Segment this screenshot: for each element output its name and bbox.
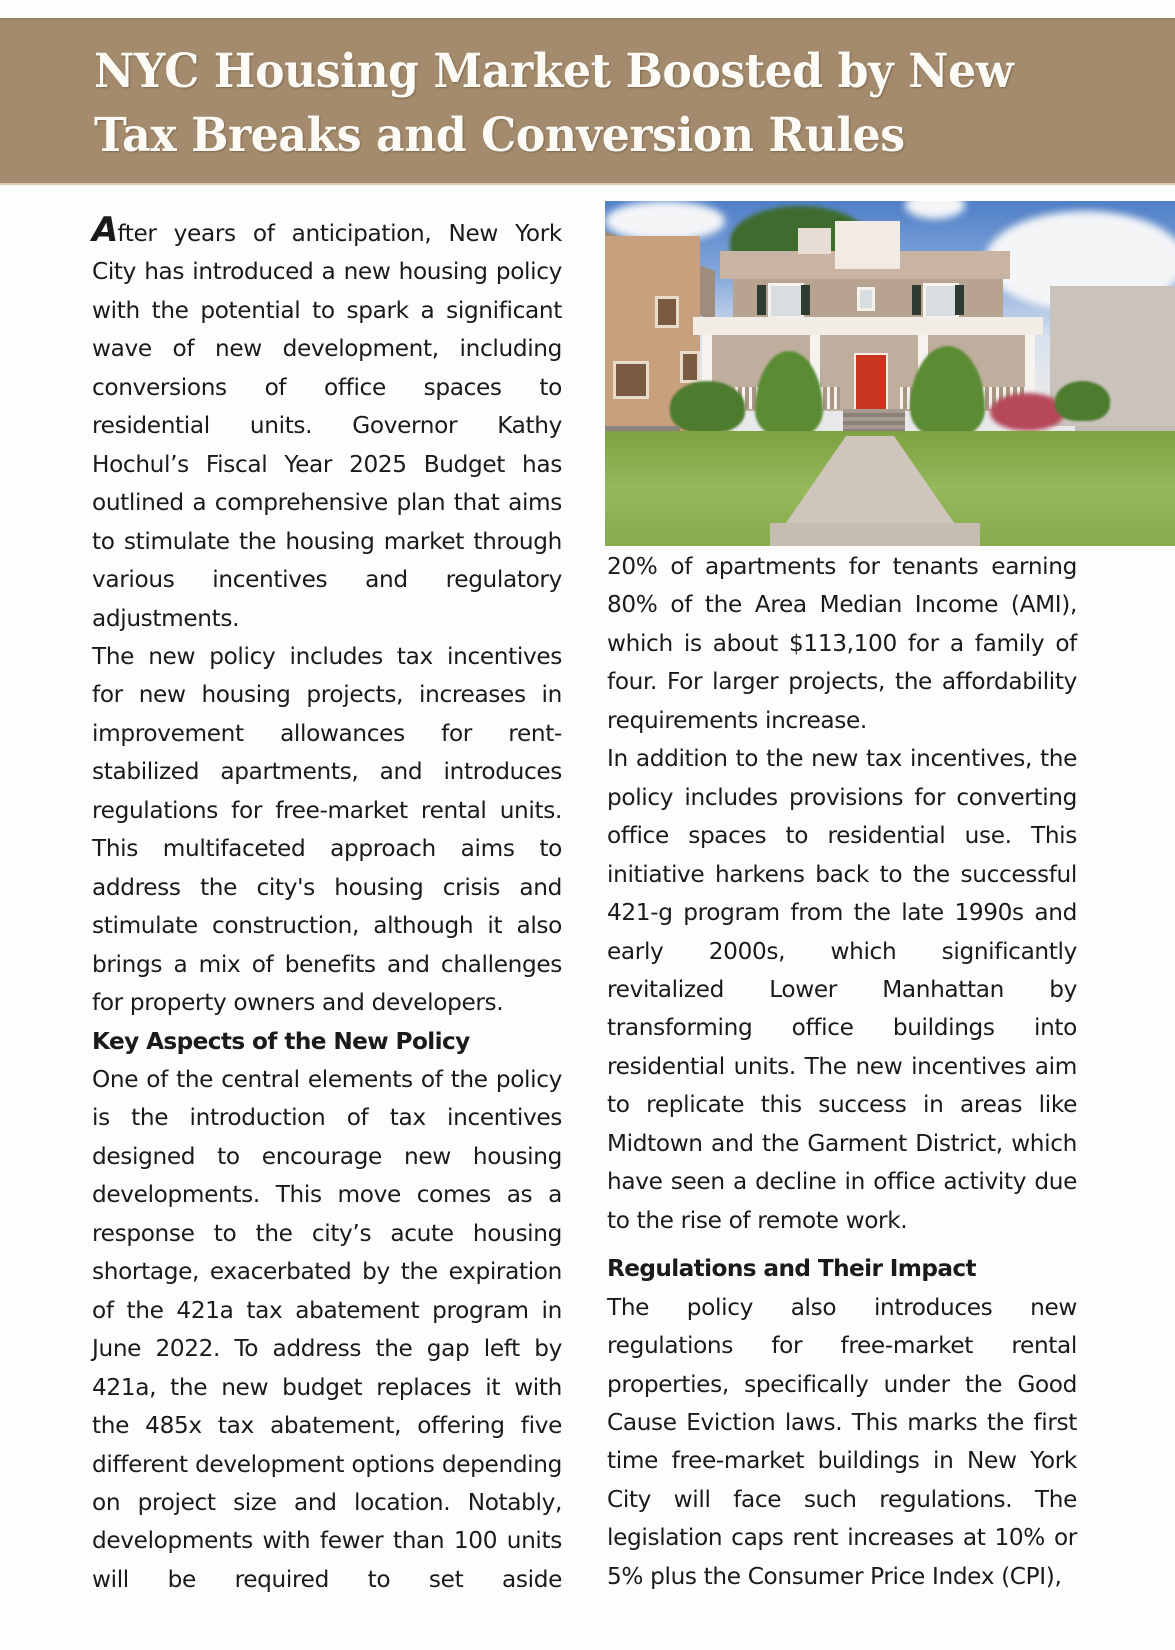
title-banner: [0, 18, 1175, 185]
window: [655, 296, 679, 328]
shrub: [1055, 381, 1110, 421]
window: [923, 283, 959, 319]
left-column: [92, 210, 562, 1599]
intro-paragraph: [92, 210, 562, 638]
flower-bush: [990, 393, 1065, 431]
dormer: [835, 221, 900, 269]
section-heading-key-aspects: Key Aspects of the New Policy: [92, 1027, 470, 1055]
right-column: [607, 548, 1077, 1596]
intro-text: fter years of anticipation, New York City has introduced a new housing policy with the potential to spark a significant wave of new development, including conversions of office spaces to residential units. Governor Kathy Hochul’s Fiscal Year 2025 Budget has outlined a comprehensive plan that aims to stimulate the housing market through various incentives and regulatory adjustments.: [92, 220, 562, 632]
tax-incentives-paragraph-part1: One of the central elements of the policy is the introduction of tax incentives designed to encourage new housing developments. This move comes as a response to the city’s acute housing shortage, exacerbated by the expiration of the 421a tax abatement program in June 2022. To address the gap left by 421a, the new budget replaces it with the 485x tax abatement, offering five different development options depending on project size and location. Notably, developments with fewer than 100 units will be required to set aside: [92, 1065, 562, 1593]
office-conversion-paragraph: In addition to the new tax incentives, the policy includes provisions for converting office spaces to residential use. This initiative harkens back to the successful 421-g program from the late 1990s and early 2000s, which significantly revitalized Lower Manhattan by transforming office buildings into residential units. The new incentives aim to replicate this success in areas like Midtown and the Garment District, which have seen a decline in office activity due to the rise of remote work.: [607, 745, 1077, 1234]
section-heading-regulations: Regulations and Their Impact: [607, 1255, 977, 1283]
cloud-shape: [605, 201, 725, 241]
porch-roof: [693, 317, 1043, 335]
tax-incentives-paragraph-part2: 20% of apartments for tenants earning 80% of the Area Median Income (AMI), which is about $113,100 for a family of four. For larger projects, the affordability requirements increase.: [607, 553, 1077, 734]
sidewalk-step: [770, 523, 980, 546]
shutter: [801, 285, 810, 315]
shutter: [955, 285, 964, 315]
window: [680, 351, 700, 383]
shrub: [670, 381, 745, 433]
house-photo: [605, 201, 1175, 546]
chimney: [798, 228, 831, 254]
shutter: [757, 285, 766, 315]
red-front-door: [854, 353, 888, 412]
policy-overview-paragraph: The new policy includes tax incentives for new housing projects, increases in improvement allowances for rent-stabilized apartments, and introduces regulations for free-market rental units. This multifaceted approach aims to address the city's housing crisis and stimulate construction, although it also brings a mix of benefits and challenges for property owners and developers.: [92, 642, 562, 1017]
regulations-paragraph: The policy also introduces new regulations for free-market rental properties, specifically under the Good Cause Eviction laws. This marks the first time free-market buildings in New York City will face such regulations. The legislation caps rent increases at 10% or 5% plus the Consumer Price Index (CPI),: [607, 1293, 1077, 1590]
drop-cap: A: [92, 210, 118, 250]
porch-railing: [820, 387, 840, 409]
article-title-line-2: Tax Breaks and Conversion Rules: [94, 108, 905, 163]
window: [857, 287, 875, 311]
window: [768, 283, 804, 319]
shutter: [912, 285, 921, 315]
article-title-line-1: NYC Housing Market Boosted by New: [94, 44, 1014, 99]
window: [613, 361, 649, 399]
article-title: [94, 40, 1072, 168]
cloud-shape: [905, 201, 965, 219]
